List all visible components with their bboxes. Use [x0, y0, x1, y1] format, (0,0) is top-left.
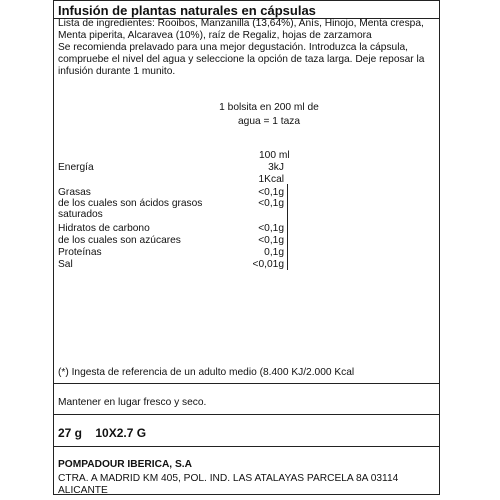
ingredients-block — [58, 18, 438, 78]
nutrition-label: Sal — [58, 259, 73, 270]
instructions-line: compruebe el nivel del agua y seleccione la opción de taza larga. Deje reposar la — [58, 54, 425, 65]
per-100ml-header: 100 ml — [259, 150, 290, 161]
dose-line: 1 bolsita en 200 ml de — [219, 102, 319, 113]
section-divider — [54, 446, 439, 447]
nutrition-label: de los cuales son azúcares — [58, 235, 181, 246]
dose-info — [194, 101, 344, 129]
nutrition-label: Hidratos de carbono — [58, 223, 150, 234]
net-weight: 27 g 10X2.7 G — [58, 426, 147, 440]
address-line: CTRA. A MADRID KM 405, POL. IND. LAS ATALAYAS PARCELA 8A 03114 — [58, 473, 399, 484]
section-divider — [54, 414, 439, 415]
nutrition-value: 0,1g — [264, 247, 284, 258]
nutrition-label: de los cuales son ácidos grasos — [58, 198, 203, 209]
section-divider — [54, 383, 439, 384]
nutrition-value: 1Kcal — [258, 174, 284, 185]
nutrition-table-divider — [287, 184, 288, 270]
nutrition-value: <0,1g — [258, 198, 284, 209]
ingredients-line: Lista de ingredientes: Rooibos, Manzanilla (13,64%), Anís, Hinojo, Menta crespa, — [58, 18, 424, 29]
instructions-line: Se recomienda prelavado para una mejor degustación. Introduzca la cápsula, — [58, 42, 408, 53]
product-title: Infusión de plantas naturales en cápsulas — [58, 3, 316, 18]
nutrition-label: saturados — [58, 209, 103, 220]
storage-instructions: Mantener en lugar fresco y seco. — [58, 397, 207, 408]
nutrition-value: <0,1g — [258, 235, 284, 246]
nutrition-label: Grasas — [58, 187, 91, 198]
nutrition-label: Energía — [58, 162, 94, 173]
label-frame — [53, 0, 440, 495]
dose-line: agua = 1 taza — [237, 116, 301, 127]
company-name: POMPADOUR IBERICA, S.A — [58, 459, 192, 470]
nutrition-value: 3kJ — [268, 162, 284, 173]
company-address — [58, 473, 438, 497]
nutrition-value: <0,1g — [258, 223, 284, 234]
nutrition-label: Proteínas — [58, 247, 102, 258]
instructions-line: infusión durante 1 munito. — [58, 66, 176, 77]
nutrition-value: <0,1g — [258, 187, 284, 198]
reference-intake-note: (*) Ingesta de referencia de un adulto medio (8.400 KJ/2.000 Kcal — [58, 367, 355, 378]
ingredients-line: Menta piperita, Alcaravea (10%), raíz de Regaliz, hojas de zarzamora — [58, 30, 372, 41]
address-line: ALICANTE — [58, 485, 108, 496]
nutrition-value: <0,01g — [252, 259, 284, 270]
